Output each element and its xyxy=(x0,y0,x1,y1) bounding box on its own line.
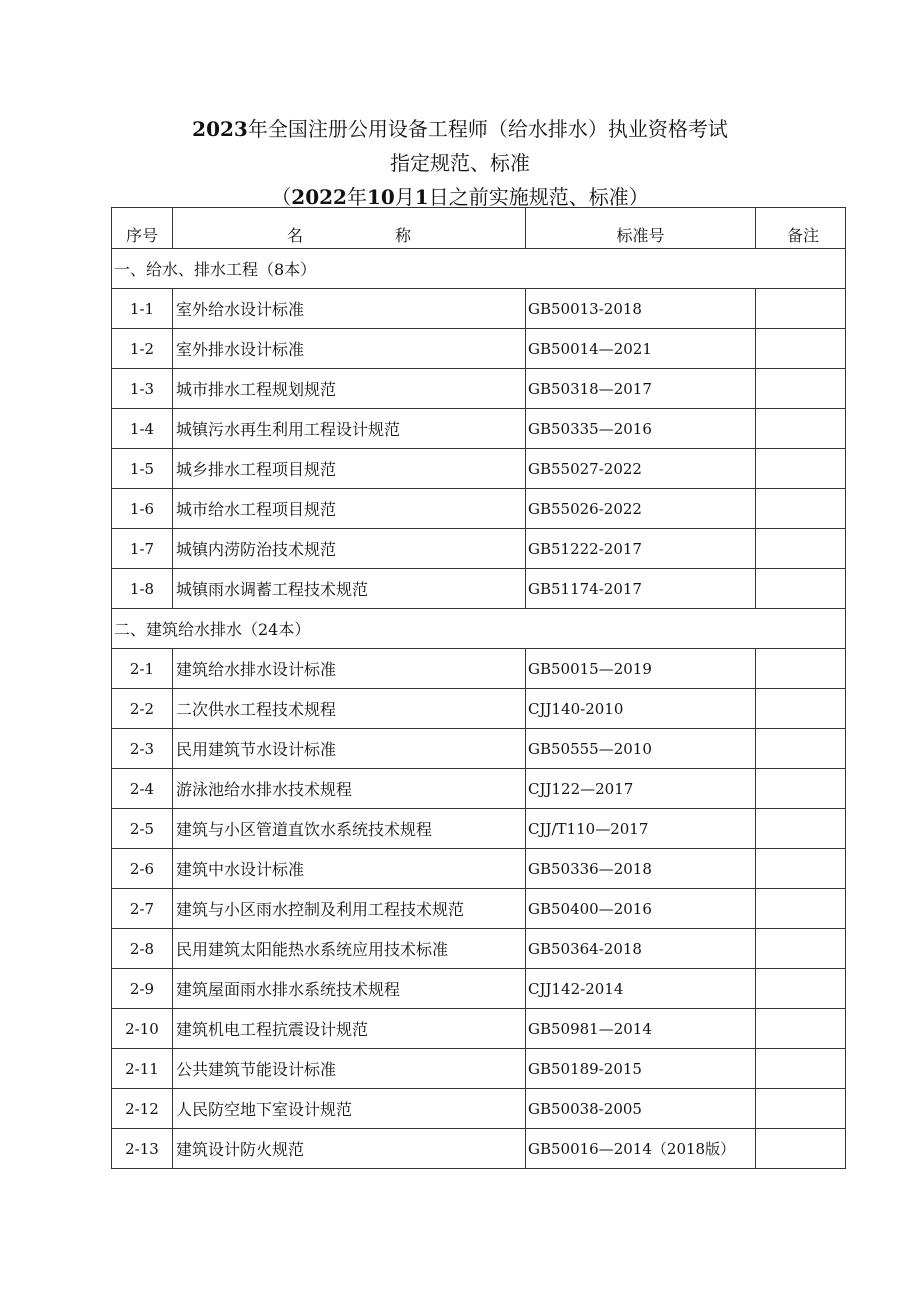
row-number: 1-6 xyxy=(112,489,173,529)
row-number: 1-4 xyxy=(112,409,173,449)
row-number: 1-7 xyxy=(112,529,173,569)
row-number: 2-6 xyxy=(112,849,173,889)
remark xyxy=(756,649,846,689)
standard-code: CJJ/T110—2017 xyxy=(526,809,756,849)
row-number: 2-13 xyxy=(112,1129,173,1169)
row-number: 2-12 xyxy=(112,1089,173,1129)
row-number: 2-1 xyxy=(112,649,173,689)
title-line-2: 指定规范、标准 xyxy=(390,151,530,175)
remark xyxy=(756,929,846,969)
standard-code: GB50364-2018 xyxy=(526,929,756,969)
standard-code: GB50555—2010 xyxy=(526,729,756,769)
remark xyxy=(756,1049,846,1089)
standard-name: 城市给水工程项目规范 xyxy=(173,489,526,529)
remark xyxy=(756,889,846,929)
header-no: 序号 xyxy=(112,208,173,249)
row-number: 1-8 xyxy=(112,569,173,609)
standard-code: GB50013-2018 xyxy=(526,289,756,329)
row-number: 1-3 xyxy=(112,369,173,409)
row-number: 2-9 xyxy=(112,969,173,1009)
title-paren: （ xyxy=(271,185,292,209)
table-row xyxy=(112,889,846,929)
standard-name: 民用建筑节水设计标准 xyxy=(173,729,526,769)
remark xyxy=(756,729,846,769)
remark xyxy=(756,569,846,609)
row-number: 2-10 xyxy=(112,1009,173,1049)
table-row xyxy=(112,1049,846,1089)
standard-code: GB50336—2018 xyxy=(526,849,756,889)
remark xyxy=(756,769,846,809)
section-title: 一、给水、排水工程（8本） xyxy=(112,249,846,289)
standard-code: GB51222-2017 xyxy=(526,529,756,569)
standard-name: 人民防空地下室设计规范 xyxy=(173,1089,526,1129)
table-row xyxy=(112,689,846,729)
standard-code: GB50400—2016 xyxy=(526,889,756,929)
table-row xyxy=(112,289,846,329)
standard-code: GB50335—2016 xyxy=(526,409,756,449)
title-date-year: 2022 xyxy=(291,185,347,209)
standard-code: GB50014—2021 xyxy=(526,329,756,369)
row-number: 2-5 xyxy=(112,809,173,849)
table-row xyxy=(112,849,846,889)
row-number: 2-3 xyxy=(112,729,173,769)
standard-name: 二次供水工程技术规程 xyxy=(173,689,526,729)
table-row xyxy=(112,769,846,809)
table-row xyxy=(112,529,846,569)
title-date-text: 日之前实施规范、标准） xyxy=(428,185,649,209)
remark xyxy=(756,289,846,329)
table-row xyxy=(112,969,846,1009)
section-row xyxy=(112,249,846,289)
standard-code: GB50981—2014 xyxy=(526,1009,756,1049)
remark xyxy=(756,1089,846,1129)
table-row xyxy=(112,569,846,609)
remark xyxy=(756,529,846,569)
standard-code: CJJ142-2014 xyxy=(526,969,756,1009)
remark xyxy=(756,489,846,529)
standard-name: 建筑中水设计标准 xyxy=(173,849,526,889)
title-year: 2023 xyxy=(192,117,248,141)
row-number: 1-2 xyxy=(112,329,173,369)
table-header-row xyxy=(112,208,846,249)
standard-name: 城镇雨水调蓄工程技术规范 xyxy=(173,569,526,609)
table-row xyxy=(112,329,846,369)
table-row xyxy=(112,369,846,409)
remark xyxy=(756,1009,846,1049)
standard-name: 建筑屋面雨水排水系统技术规程 xyxy=(173,969,526,1009)
table-body xyxy=(112,249,846,1169)
table-row xyxy=(112,489,846,529)
header-name xyxy=(173,208,526,249)
standard-code: CJJ140-2010 xyxy=(526,689,756,729)
table-row xyxy=(112,929,846,969)
section-title: 二、建筑给水排水（24本） xyxy=(112,609,846,649)
standard-name: 游泳池给水排水技术规程 xyxy=(173,769,526,809)
standard-name: 建筑设计防火规范 xyxy=(173,1129,526,1169)
standard-name: 城镇内涝防治技术规范 xyxy=(173,529,526,569)
document-title xyxy=(0,112,920,214)
standard-code: GB55027-2022 xyxy=(526,449,756,489)
table-row xyxy=(112,1089,846,1129)
standard-code: GB50038-2005 xyxy=(526,1089,756,1129)
standard-name: 建筑与小区雨水控制及利用工程技术规范 xyxy=(173,889,526,929)
header-note: 备注 xyxy=(756,208,846,249)
standard-name: 公共建筑节能设计标准 xyxy=(173,1049,526,1089)
remark xyxy=(756,849,846,889)
remark xyxy=(756,1129,846,1169)
standard-code: GB50318—2017 xyxy=(526,369,756,409)
row-number: 2-11 xyxy=(112,1049,173,1089)
standard-code: GB50016—2014（2018版） xyxy=(526,1129,756,1169)
standard-name: 建筑机电工程抗震设计规范 xyxy=(173,1009,526,1049)
standard-code: GB50015—2019 xyxy=(526,649,756,689)
remark xyxy=(756,369,846,409)
remark xyxy=(756,689,846,729)
standard-code: GB55026-2022 xyxy=(526,489,756,529)
standard-name: 城市排水工程规划规范 xyxy=(173,369,526,409)
header-name-a: 名 xyxy=(286,226,303,245)
table-row xyxy=(112,409,846,449)
standard-name: 城乡排水工程项目规范 xyxy=(173,449,526,489)
standard-name: 民用建筑太阳能热水系统应用技术标准 xyxy=(173,929,526,969)
title-date-text: 年 xyxy=(346,185,367,209)
section-row xyxy=(112,609,846,649)
standard-name: 室外给水设计标准 xyxy=(173,289,526,329)
standard-code: GB51174-2017 xyxy=(526,569,756,609)
table-row xyxy=(112,449,846,489)
table-row xyxy=(112,809,846,849)
row-number: 2-4 xyxy=(112,769,173,809)
remark xyxy=(756,969,846,1009)
standard-name: 城镇污水再生利用工程设计规范 xyxy=(173,409,526,449)
standard-name: 建筑给水排水设计标准 xyxy=(173,649,526,689)
standard-code: CJJ122—2017 xyxy=(526,769,756,809)
title-date-month: 10 xyxy=(366,185,395,209)
row-number: 2-8 xyxy=(112,929,173,969)
table-row xyxy=(112,1009,846,1049)
header-name-b: 称 xyxy=(395,226,412,245)
table-row xyxy=(112,1129,846,1169)
remark xyxy=(756,409,846,449)
standard-name: 室外排水设计标准 xyxy=(173,329,526,369)
row-number: 1-5 xyxy=(112,449,173,489)
title-date-text: 月 xyxy=(394,185,415,209)
title-line-1 xyxy=(0,112,920,146)
standard-name: 建筑与小区管道直饮水系统技术规程 xyxy=(173,809,526,849)
remark xyxy=(756,449,846,489)
row-number: 2-7 xyxy=(112,889,173,929)
row-number: 1-1 xyxy=(112,289,173,329)
table-row xyxy=(112,729,846,769)
remark xyxy=(756,329,846,369)
table-row xyxy=(112,649,846,689)
title-text: 年全国注册公用设备工程师（给水排水）执业资格考试 xyxy=(247,117,728,141)
remark xyxy=(756,809,846,849)
header-std: 标准号 xyxy=(526,208,756,249)
row-number: 2-2 xyxy=(112,689,173,729)
title-date-day: 1 xyxy=(414,185,429,209)
standard-code: GB50189-2015 xyxy=(526,1049,756,1089)
standards-table xyxy=(111,207,846,1169)
